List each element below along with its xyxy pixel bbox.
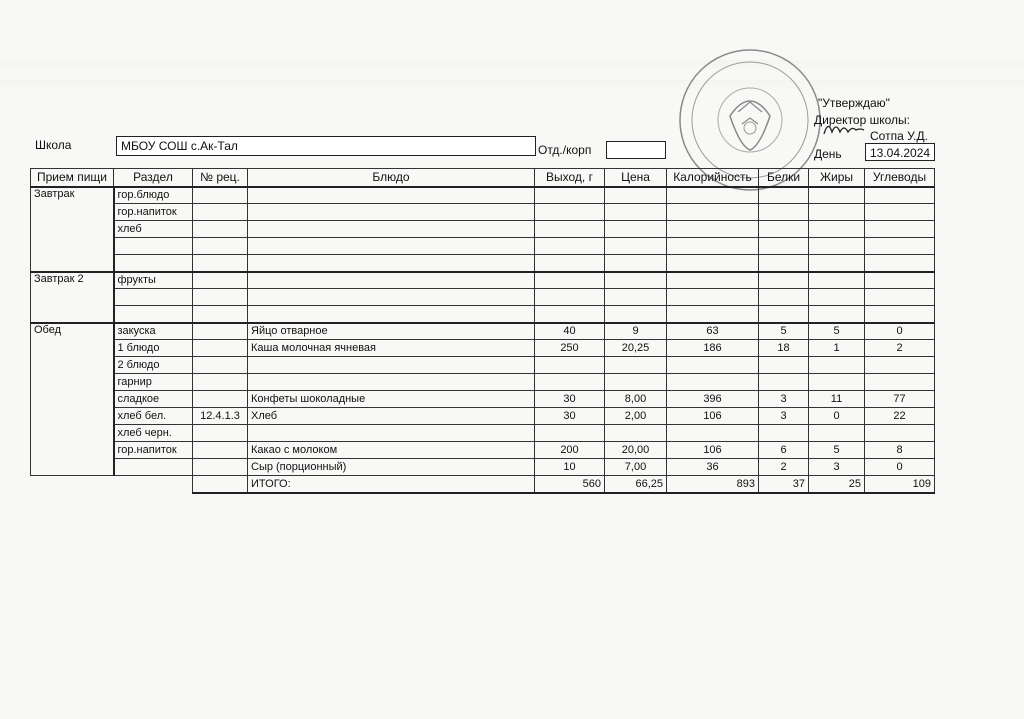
table-row — [31, 221, 935, 238]
director-label: Директор школы: — [814, 113, 910, 127]
value-cell — [759, 272, 809, 289]
recipe-cell — [193, 306, 248, 323]
value-cell — [865, 221, 935, 238]
value-cell — [667, 187, 759, 204]
value-cell — [667, 374, 759, 391]
total-label: ИТОГО: — [248, 476, 535, 493]
recipe-cell — [193, 255, 248, 272]
value-cell: 0 — [809, 408, 865, 425]
recipe-cell — [193, 357, 248, 374]
value-cell — [667, 238, 759, 255]
value-cell — [865, 238, 935, 255]
value-cell: 5 — [809, 323, 865, 340]
dish-cell — [248, 306, 535, 323]
value-cell — [809, 187, 865, 204]
value-cell — [535, 238, 605, 255]
value-cell: 30 — [535, 408, 605, 425]
dept-field — [606, 141, 666, 159]
total-value: 66,25 — [605, 476, 667, 493]
value-cell: 200 — [535, 442, 605, 459]
section-cell: гор.блюдо — [114, 187, 193, 204]
section-cell: 2 блюдо — [114, 357, 193, 374]
table-row — [31, 289, 935, 306]
value-cell — [865, 425, 935, 442]
recipe-cell — [193, 459, 248, 476]
value-cell — [759, 221, 809, 238]
header-cell: Цена — [605, 169, 667, 187]
table-row — [31, 323, 935, 340]
value-cell: 186 — [667, 340, 759, 357]
header-cell: Жиры — [809, 169, 865, 187]
value-cell: 9 — [605, 323, 667, 340]
table-row — [31, 340, 935, 357]
table-row — [31, 306, 935, 323]
table-row — [31, 408, 935, 425]
school-label: Школа — [35, 138, 72, 152]
value-cell: 10 — [535, 459, 605, 476]
value-cell: 2 — [865, 340, 935, 357]
value-cell: 20,00 — [605, 442, 667, 459]
value-cell: 36 — [667, 459, 759, 476]
day-label: День — [814, 147, 842, 161]
scan-artifact — [0, 80, 1024, 90]
total-value: 560 — [535, 476, 605, 493]
table-row — [31, 459, 935, 476]
value-cell — [667, 357, 759, 374]
recipe-cell — [193, 238, 248, 255]
value-cell — [865, 357, 935, 374]
value-cell — [535, 187, 605, 204]
value-cell: 20,25 — [605, 340, 667, 357]
header-cell: Калорийность — [667, 169, 759, 187]
value-cell: 30 — [535, 391, 605, 408]
value-cell — [809, 425, 865, 442]
dish-cell — [248, 255, 535, 272]
meal-cell: Завтрак — [31, 187, 114, 272]
recipe-cell — [193, 323, 248, 340]
table-row — [31, 187, 935, 204]
value-cell — [605, 238, 667, 255]
section-cell — [114, 289, 193, 306]
table-row — [31, 391, 935, 408]
value-cell — [865, 374, 935, 391]
total-recipe-cell — [193, 476, 248, 493]
value-cell: 250 — [535, 340, 605, 357]
value-cell — [809, 221, 865, 238]
table-row — [31, 238, 935, 255]
section-cell: закуска — [114, 323, 193, 340]
value-cell — [759, 238, 809, 255]
table-row — [31, 204, 935, 221]
dish-cell — [248, 238, 535, 255]
value-cell — [667, 255, 759, 272]
header-cell: Раздел — [114, 169, 193, 187]
value-cell: 77 — [865, 391, 935, 408]
value-cell — [809, 374, 865, 391]
value-cell: 0 — [865, 323, 935, 340]
meal-cell: Обед — [31, 323, 114, 476]
value-cell: 8,00 — [605, 391, 667, 408]
value-cell: 5 — [809, 442, 865, 459]
value-cell — [865, 187, 935, 204]
dish-cell — [248, 187, 535, 204]
value-cell: 8 — [865, 442, 935, 459]
value-cell — [667, 306, 759, 323]
value-cell — [759, 289, 809, 306]
recipe-cell — [193, 340, 248, 357]
menu-table — [30, 168, 935, 494]
value-cell — [865, 255, 935, 272]
value-cell — [535, 204, 605, 221]
header-cell: Выход, г — [535, 169, 605, 187]
header-cell: Углеводы — [865, 169, 935, 187]
value-cell — [605, 221, 667, 238]
date-field: 13.04.2024 — [865, 143, 935, 161]
value-cell — [809, 357, 865, 374]
recipe-cell — [193, 391, 248, 408]
value-cell — [605, 289, 667, 306]
value-cell: 5 — [759, 323, 809, 340]
value-cell — [759, 374, 809, 391]
value-cell: 2,00 — [605, 408, 667, 425]
value-cell — [605, 306, 667, 323]
dish-cell — [248, 221, 535, 238]
dish-cell: Яйцо отварное — [248, 323, 535, 340]
total-value: 37 — [759, 476, 809, 493]
value-cell — [535, 306, 605, 323]
header-cell: Белки — [759, 169, 809, 187]
dept-label: Отд./корп — [538, 143, 592, 157]
value-cell — [535, 221, 605, 238]
table-row — [31, 442, 935, 459]
section-cell: 1 блюдо — [114, 340, 193, 357]
value-cell — [759, 255, 809, 272]
director-signature — [822, 118, 866, 140]
table-header-row — [31, 169, 935, 187]
table-row — [31, 272, 935, 289]
value-cell — [759, 425, 809, 442]
value-cell — [809, 272, 865, 289]
recipe-cell — [193, 289, 248, 306]
value-cell: 0 — [865, 459, 935, 476]
value-cell — [667, 289, 759, 306]
value-cell — [809, 306, 865, 323]
value-cell — [667, 425, 759, 442]
recipe-cell: 12.4.1.3 — [193, 408, 248, 425]
value-cell: 40 — [535, 323, 605, 340]
value-cell: 6 — [759, 442, 809, 459]
dish-cell — [248, 374, 535, 391]
dish-cell: Каша молочная ячневая — [248, 340, 535, 357]
value-cell — [759, 357, 809, 374]
section-cell: фрукты — [114, 272, 193, 289]
value-cell: 3 — [809, 459, 865, 476]
section-cell: гарнир — [114, 374, 193, 391]
dish-cell — [248, 272, 535, 289]
approve-label: "Утверждаю" — [818, 96, 890, 110]
total-row — [31, 476, 935, 493]
value-cell — [535, 357, 605, 374]
dish-cell: Сыр (порционный) — [248, 459, 535, 476]
dish-cell — [248, 204, 535, 221]
value-cell — [535, 289, 605, 306]
value-cell: 63 — [667, 323, 759, 340]
total-value: 109 — [865, 476, 935, 493]
value-cell: 1 — [809, 340, 865, 357]
table-row — [31, 357, 935, 374]
dish-cell: Конфеты шоколадные — [248, 391, 535, 408]
section-cell: сладкое — [114, 391, 193, 408]
value-cell — [759, 204, 809, 221]
section-cell: хлеб бел. — [114, 408, 193, 425]
section-cell — [114, 306, 193, 323]
value-cell: 22 — [865, 408, 935, 425]
value-cell: 396 — [667, 391, 759, 408]
value-cell: 106 — [667, 408, 759, 425]
recipe-cell — [193, 442, 248, 459]
value-cell — [667, 204, 759, 221]
value-cell — [605, 357, 667, 374]
value-cell: 3 — [759, 408, 809, 425]
recipe-cell — [193, 272, 248, 289]
dish-cell — [248, 357, 535, 374]
value-cell — [865, 289, 935, 306]
value-cell — [809, 289, 865, 306]
section-cell — [114, 238, 193, 255]
value-cell: 11 — [809, 391, 865, 408]
value-cell — [605, 187, 667, 204]
table-row — [31, 374, 935, 391]
value-cell — [535, 255, 605, 272]
value-cell — [865, 272, 935, 289]
value-cell — [605, 255, 667, 272]
value-cell — [865, 306, 935, 323]
value-cell: 2 — [759, 459, 809, 476]
director-name: Сотпа У.Д. — [870, 129, 928, 143]
value-cell — [667, 221, 759, 238]
school-field: МБОУ СОШ с.Ак-Тал — [116, 136, 536, 156]
value-cell — [809, 255, 865, 272]
header-cell: Прием пищи — [31, 169, 114, 187]
value-cell — [535, 374, 605, 391]
dish-cell: Какао с молоком — [248, 442, 535, 459]
value-cell — [605, 204, 667, 221]
recipe-cell — [193, 425, 248, 442]
recipe-cell — [193, 221, 248, 238]
value-cell — [809, 238, 865, 255]
total-value: 893 — [667, 476, 759, 493]
table-row — [31, 255, 935, 272]
value-cell — [535, 425, 605, 442]
header-cell: Блюдо — [248, 169, 535, 187]
section-cell: гор.напиток — [114, 204, 193, 221]
section-cell — [114, 255, 193, 272]
value-cell: 7,00 — [605, 459, 667, 476]
section-cell: хлеб черн. — [114, 425, 193, 442]
value-cell — [605, 425, 667, 442]
recipe-cell — [193, 374, 248, 391]
dish-cell: Хлеб — [248, 408, 535, 425]
dish-cell — [248, 289, 535, 306]
value-cell — [759, 306, 809, 323]
section-cell: гор.напиток — [114, 442, 193, 459]
value-cell — [667, 272, 759, 289]
table-row — [31, 425, 935, 442]
value-cell — [605, 272, 667, 289]
meal-cell: Завтрак 2 — [31, 272, 114, 323]
total-value: 25 — [809, 476, 865, 493]
recipe-cell — [193, 187, 248, 204]
total-spacer — [31, 476, 193, 493]
header-cell: № рец. — [193, 169, 248, 187]
section-cell: хлеб — [114, 221, 193, 238]
recipe-cell — [193, 204, 248, 221]
value-cell — [809, 204, 865, 221]
value-cell — [759, 187, 809, 204]
dish-cell — [248, 425, 535, 442]
section-cell — [114, 459, 193, 476]
value-cell — [535, 272, 605, 289]
value-cell: 3 — [759, 391, 809, 408]
value-cell — [865, 204, 935, 221]
scan-artifact — [0, 60, 1024, 70]
value-cell — [605, 374, 667, 391]
value-cell: 106 — [667, 442, 759, 459]
value-cell: 18 — [759, 340, 809, 357]
